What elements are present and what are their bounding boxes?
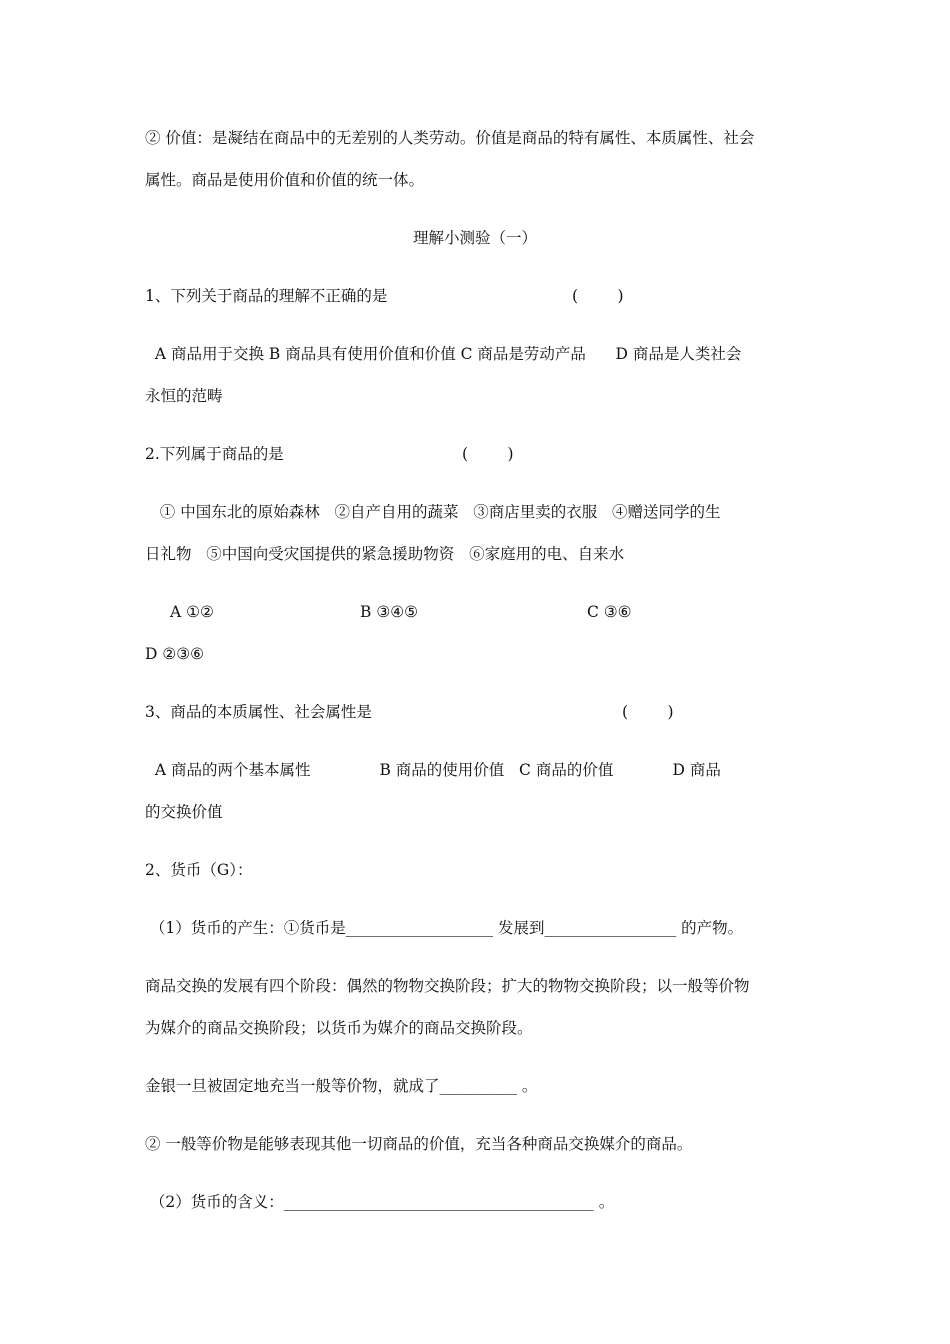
question-3-options: A 商品的两个基本属性 B 商品的使用价值 C 商品的价值 D 商品	[145, 761, 721, 779]
text-line: 金银一旦被固定地充当一般等价物，就成了__________ 。	[145, 1077, 538, 1095]
option-b: B ③④⑤	[360, 603, 419, 621]
text-line: （2）货币的含义：________________________________________ 。	[145, 1193, 615, 1211]
question-2-items-cont: 日礼物 ⑤中国向受灾国提供的紧急援助物资 ⑥家庭用的电、自来水	[145, 545, 625, 563]
question-3-options-cont: 的交换价值	[145, 803, 223, 821]
question-1-options-cont: 永恒的范畴	[145, 387, 223, 405]
question-1: 1、下列关于商品的理解不正确的是	[145, 287, 388, 305]
question-1-options: A 商品用于交换 B 商品具有使用价值和价值 C 商品是劳动产品 D 商品是人类社会	[145, 345, 742, 363]
question-3: 3、商品的本质属性、社会属性是	[145, 703, 372, 721]
answer-blank: ( )	[462, 445, 514, 463]
option-a: A ①②	[170, 603, 214, 621]
text-line: 为媒介的商品交换阶段；以货币为媒介的商品交换阶段。	[145, 1019, 533, 1037]
text-line: （1）货币的产生：①货币是___________________ 发展到_________________ 的产物。	[145, 919, 744, 937]
section-heading: 2、货币（G）：	[145, 861, 253, 879]
option-c: C ③⑥	[587, 603, 632, 621]
answer-blank: ( )	[572, 287, 624, 305]
text-line: 属性。商品是使用价值和价值的统一体。	[145, 171, 425, 189]
text-line: ② 价值：是凝结在商品中的无差别的人类劳动。价值是商品的特有属性、本质属性、社会	[145, 129, 755, 147]
text-line: ② 一般等价物是能够表现其他一切商品的价值，充当各种商品交换媒介的商品。	[145, 1135, 693, 1153]
question-2: 2.下列属于商品的是	[145, 445, 284, 463]
answer-blank: ( )	[622, 703, 674, 721]
question-2-items: ① 中国东北的原始森林 ②自产自用的蔬菜 ③商店里卖的衣服 ④赠送同学的生	[145, 503, 721, 521]
text-line: 商品交换的发展有四个阶段：偶然的物物交换阶段；扩大的物物交换阶段；以一般等价物	[145, 977, 750, 995]
option-d: D ②③⑥	[145, 645, 205, 663]
quiz-title: 理解小测验（一）	[412, 229, 537, 247]
